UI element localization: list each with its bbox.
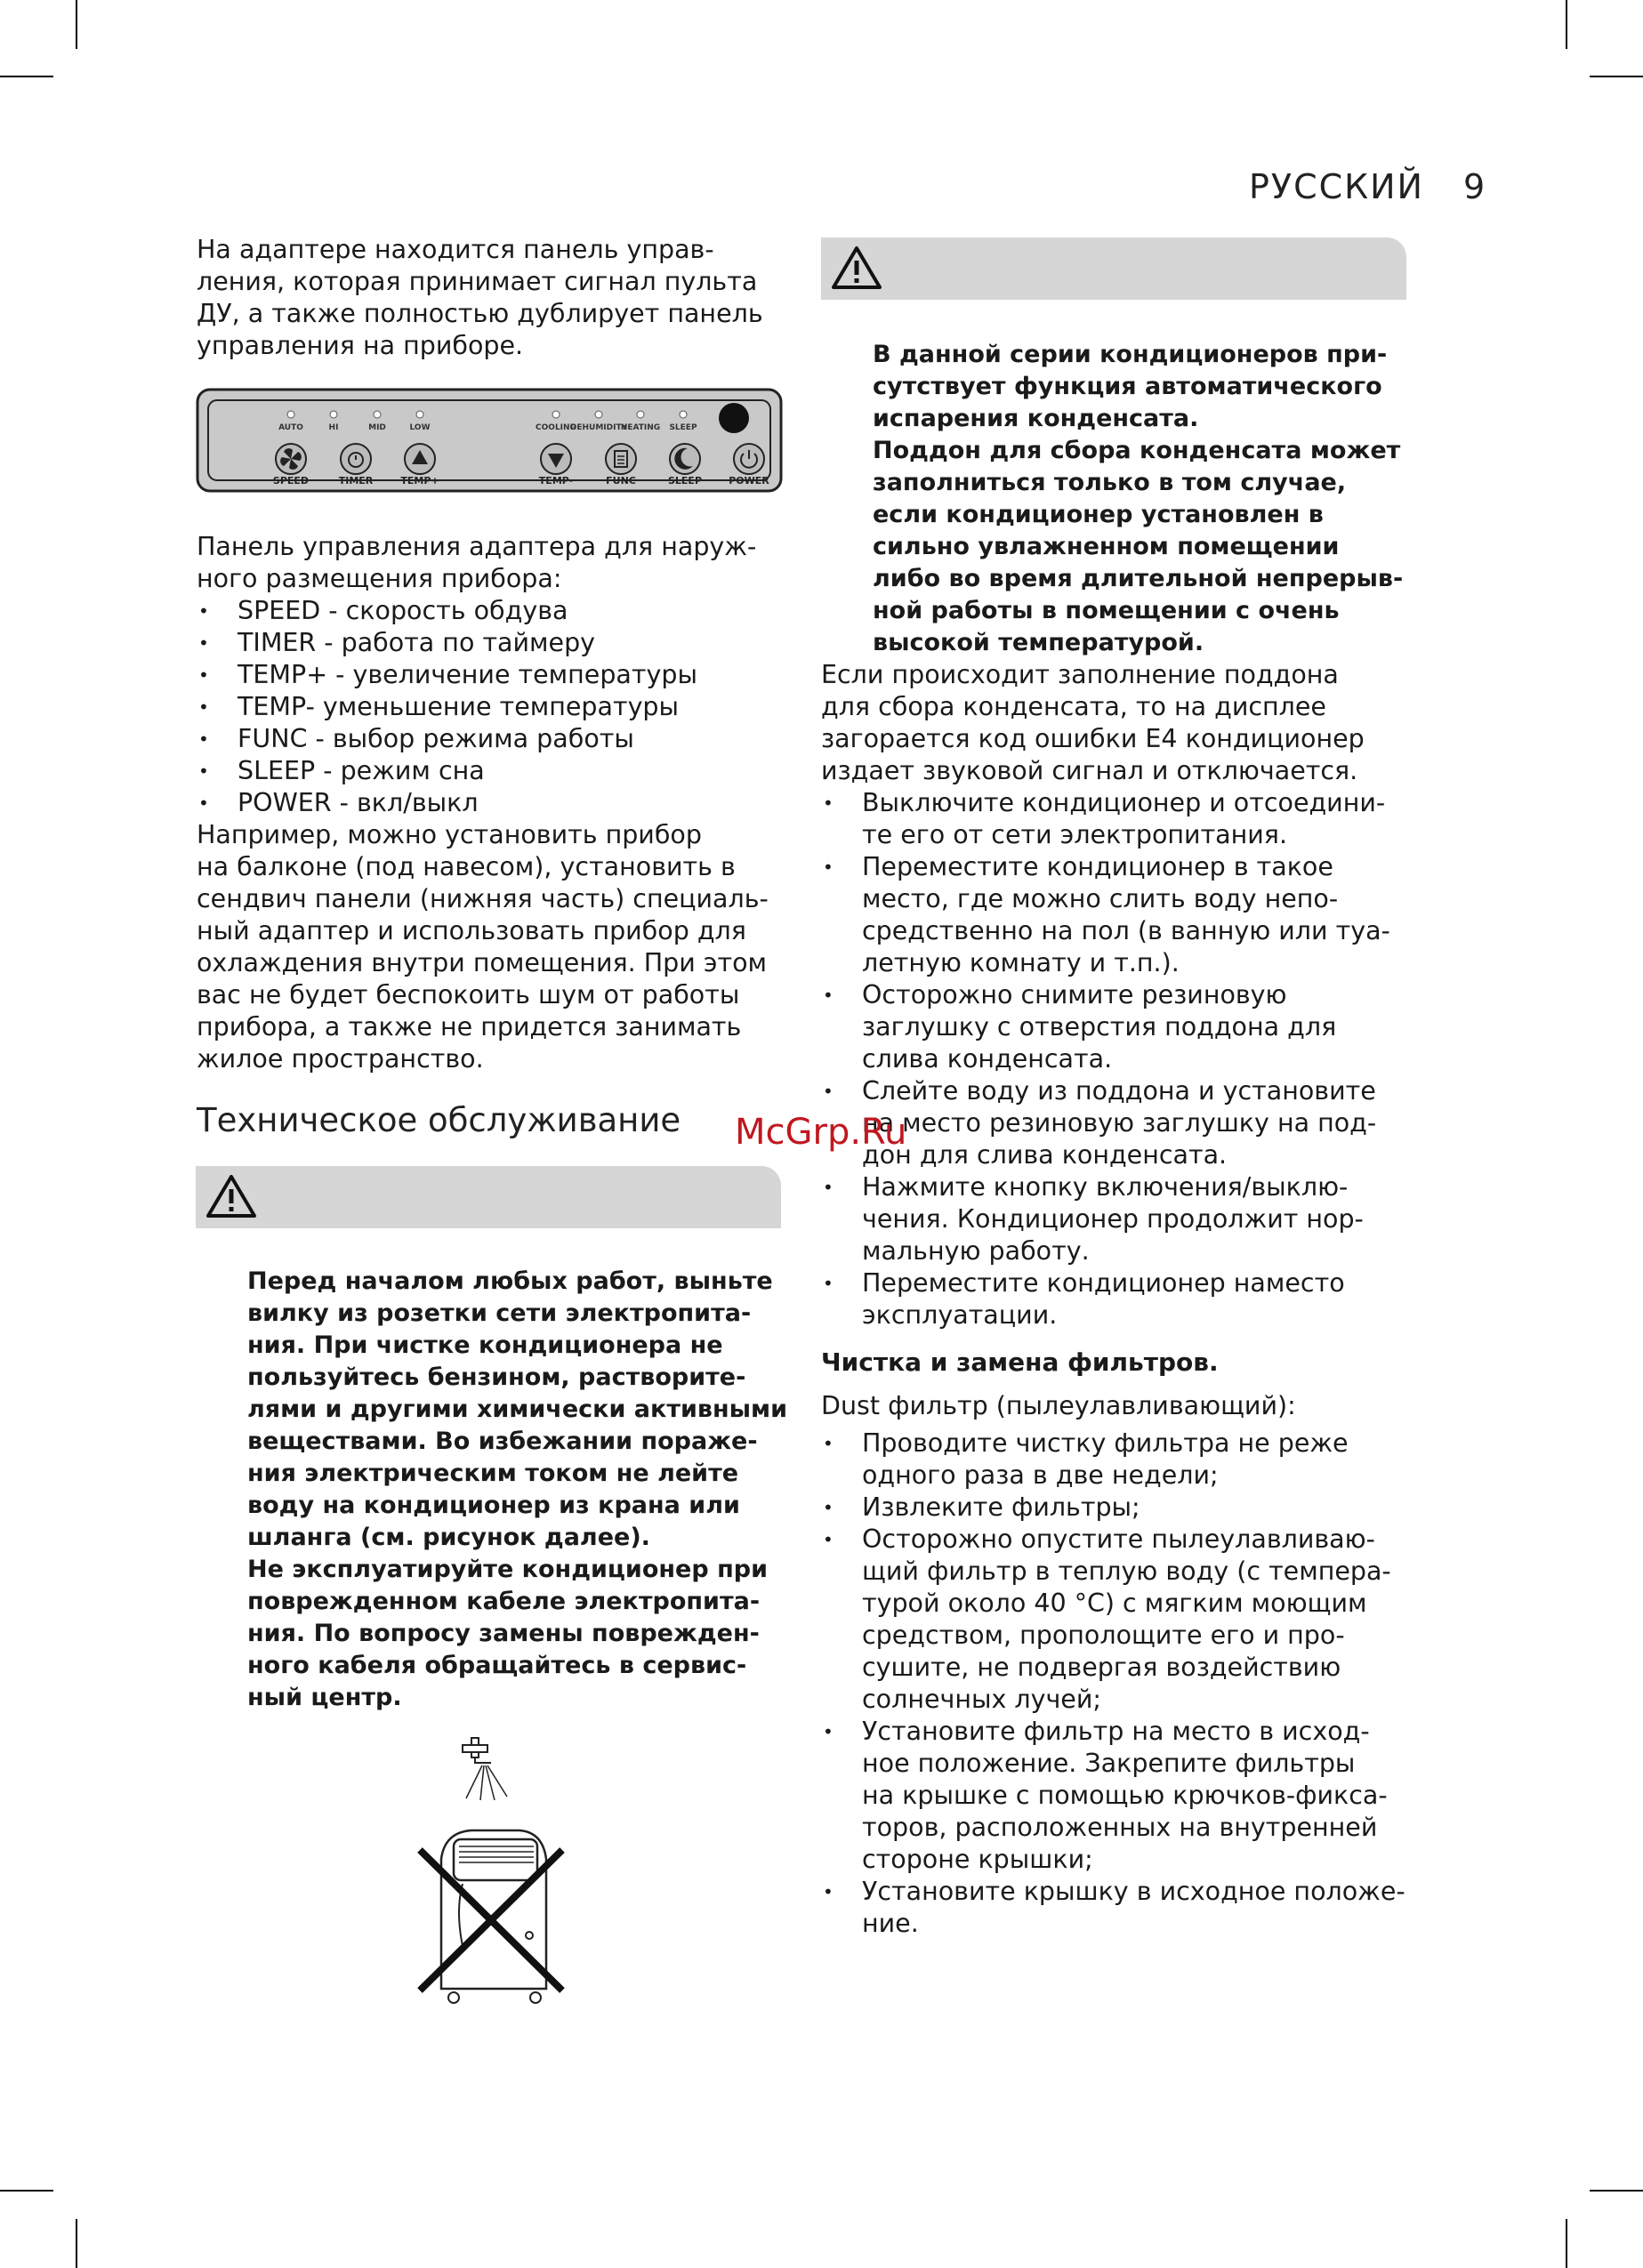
condensate-overflow-text: Если происходит заполнение поддона для сбора конденсата, то на дисплее загорается код ошибки E4 кондиционер издает звуковой сигнал и отключается. bbox=[821, 660, 1365, 785]
list-item: • Установите крышку в исходное положе- ние. bbox=[821, 1876, 1426, 1940]
led-label: AUTO bbox=[278, 423, 303, 432]
panel-button-speed bbox=[273, 444, 309, 487]
installation-example: Например, можно установить прибор на балконе (под навесом), установить в сендвич панели (нижняя часть) специаль- ный адаптер и использовать прибор для охлаждения внутри помещения. При этом вас не будет беспокоить шум от работы прибора, а также не придется занимать жилое пространство. bbox=[197, 820, 769, 1074]
svg-text:TIMER: TIMER bbox=[338, 475, 374, 487]
no-water-spray-illustration bbox=[409, 1734, 578, 2019]
list-item: • TEMP- уменьшение температуры bbox=[197, 691, 784, 723]
list-item: • Переместите кондиционер наместо эксплуатации. bbox=[821, 1267, 1426, 1331]
section-title-maintenance: Техническое обслуживание bbox=[197, 1101, 681, 1139]
list-item: • FUNC - выбор режима работы bbox=[197, 723, 784, 755]
maintenance-warning-text: Перед началом любых работ, выньте вилку из розетки сети электропита- ния. При чистке кондиционера не пользуйтесь бензином, растворите- лями и другими химически активными веществами. Во избежании пораже- ния электрическим током не лейте воду на кондиционер из крана или шланга (см. рисунок далее). Не эксплуатируйте кондиционер при поврежденном кабеле электропита- ния. По вопросу замены поврежден- ного кабеля обращайтесь в сервис- ный центр. bbox=[247, 1267, 788, 1711]
warning-icon bbox=[205, 1171, 258, 1221]
list-item: • SLEEP - режим сна bbox=[197, 755, 784, 787]
panel-button-func bbox=[606, 444, 636, 487]
led-label: LOW bbox=[409, 423, 431, 432]
led-label: MID bbox=[368, 423, 386, 432]
svg-text:TEMP-: TEMP- bbox=[538, 475, 574, 487]
faucet-icon bbox=[463, 1738, 507, 1800]
display-window bbox=[719, 403, 749, 433]
watermark: McGrp.Ru bbox=[735, 1112, 907, 1153]
svg-text:FUNC: FUNC bbox=[606, 475, 636, 487]
crop-mark bbox=[1590, 2190, 1643, 2192]
list-item: • SPEED - скорость обдува bbox=[197, 595, 784, 627]
warning-icon bbox=[830, 243, 883, 293]
adapter-intro: На адаптере находится панель управ- ления, которая принимает сигнал пульта ДУ, а также полностью дублирует панель управления на приборе. bbox=[197, 235, 763, 360]
svg-text:SLEEP: SLEEP bbox=[667, 475, 703, 487]
led-label: COOLING bbox=[536, 423, 576, 432]
led-label: DEHUMIDITY bbox=[569, 423, 628, 432]
list-item: • Установите фильтр на место в исход- ное положение. Закрепите фильтры на крышке с помощью крючков-фикса- торов, расположенных на внутренней стороне крышки; bbox=[821, 1716, 1426, 1876]
svg-text:SPEED: SPEED bbox=[272, 475, 310, 487]
list-item: • Осторожно опустите пылеулавливаю- щий фильтр в теплую воду (с темпера- турой около 40 °C) с мягким моющим средством, прополощите его и про- сушите, не подвергая воздействию солнечных лучей; bbox=[821, 1524, 1426, 1716]
crop-mark bbox=[1566, 0, 1567, 49]
page-number: 9 bbox=[1463, 167, 1487, 206]
svg-text:TEMP+: TEMP+ bbox=[400, 475, 439, 487]
led-label: HEATING bbox=[620, 423, 661, 432]
filter-steps-list bbox=[821, 1428, 1426, 1940]
list-item: • Проводите чистку фильтра не реже одного раза в две недели; bbox=[821, 1428, 1426, 1492]
control-panel-illustration bbox=[196, 388, 783, 493]
list-item: • Извлеките фильтры; bbox=[821, 1492, 1426, 1524]
list-item: • Слейте воду из поддона и установите на место резиновую заглушку на под- дон для слива конденсата. bbox=[821, 1075, 1426, 1171]
led-label: HI bbox=[328, 423, 339, 432]
warning-banner bbox=[821, 237, 1406, 300]
led-label: SLEEP bbox=[669, 423, 697, 432]
list-item: • Переместите кондиционер в такое место, где можно слить воду непо- средственно на пол (в ванную или туа- летную комнату и т.п.). bbox=[821, 851, 1426, 979]
svg-text:POWER: POWER bbox=[729, 475, 769, 487]
filters-intro: Dust фильтр (пылеулавливающий): bbox=[821, 1391, 1296, 1420]
panel-button-temp-minus bbox=[539, 444, 573, 487]
list-item: • Выключите кондиционер и отсоедини- те его от сети электропитания. bbox=[821, 787, 1426, 851]
list-item: • Нажмите кнопку включения/выклю- чения. Кондиционер продолжит нор- мальную работу. bbox=[821, 1171, 1426, 1267]
list-item: • Осторожно снимите резиновую заглушку с отверстия поддона для слива конденсата. bbox=[821, 979, 1426, 1075]
list-item: • TIMER - работа по таймеру bbox=[197, 627, 784, 659]
crop-mark bbox=[0, 76, 53, 77]
crop-mark bbox=[76, 0, 77, 49]
crop-mark bbox=[1590, 76, 1643, 77]
list-item: • POWER - вкл/выкл bbox=[197, 787, 784, 819]
panel-button-sleep bbox=[668, 444, 702, 487]
list-item: • TEMP+ - увеличение температуры bbox=[197, 659, 784, 691]
crop-mark bbox=[0, 2190, 53, 2192]
condensate-warning-text: В данной серии кондиционеров при- сутствует функция автоматического испарения конденсата. Поддон для сбора конденсата может заполниться только в том случае, если кондиционер установлен в сильно увлажненном помещении либо во время длительной непрерыв- ной работы в помещении с очень высокой температурой. bbox=[873, 341, 1404, 656]
page-language: РУССКИЙ bbox=[1249, 167, 1424, 206]
panel-description: Панель управления адаптера для наруж- ного размещения прибора: bbox=[197, 532, 757, 593]
section-title-filters: Чистка и замена фильтров. bbox=[821, 1347, 1219, 1377]
warning-banner bbox=[196, 1166, 781, 1228]
crop-mark bbox=[1566, 2219, 1567, 2268]
crop-mark bbox=[76, 2219, 77, 2268]
overflow-steps-list bbox=[821, 787, 1426, 1331]
panel-button-list bbox=[197, 595, 784, 819]
panel-button-timer bbox=[339, 444, 374, 487]
